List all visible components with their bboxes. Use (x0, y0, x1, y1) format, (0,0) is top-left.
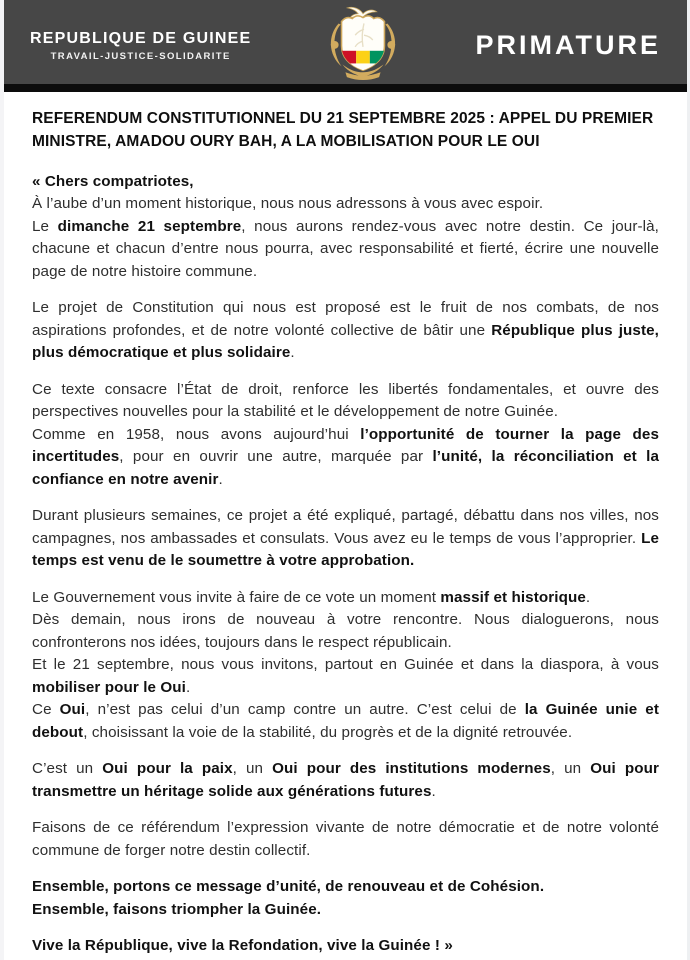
primature-title: PRIMATURE (475, 29, 661, 60)
document-content (4, 92, 687, 958)
republic-block (30, 29, 251, 63)
text-line: Comme en 1958, nous avons aujourd’hui l’opportunité de tourner la page des incertitudes, pour en ouvrir une autre, marquée par l’unité, la réconciliation et la confiance en notre avenir. (32, 425, 660, 488)
document-title: REFERENDUM CONSTITUTIONNEL DU 21 SEPTEMBRE 2025 : APPEL DU PREMIER MINISTRE, AMADOU OURY BAH, A LA MOBILISATION POUR LE OUI (32, 110, 654, 151)
text-line: C’est un Oui pour la paix, un Oui pour des institutions modernes, un Oui pour transmettre un héritage solide aux générations futures. (32, 760, 659, 800)
republic-motto: TRAVAIL-JUSTICE-SOLIDARITE (50, 51, 231, 63)
paragraph (32, 379, 659, 492)
text-line: Le dimanche 21 septembre, nous aurons rendez-vous avec notre destin. Ce jour-là, chacune et chacun d’entre nous pourra, avec responsabilité et fierté, écrire une nouvelle page de notre histoire commune. (32, 217, 659, 280)
republic-name: REPUBLIQUE DE GUINEE (30, 30, 252, 48)
header-band (4, 0, 687, 84)
paragraph (32, 935, 659, 958)
text-line: Dès demain, nous irons de nouveau à votre rencontre. Nous dialoguerons, nous confronterons nos idées, toujours dans le respect républicain. (32, 611, 659, 651)
text-line: Ce Oui, n’est pas celui d’un camp contre un autre. C’est celui de la Guinée unie et debout, choisissant la voie de la stabilité, du progrès et de la dignité retrouvée. (32, 701, 659, 741)
text-line: Ce texte consacre l’État de droit, renforce les libertés fondamentales, et ouvre des perspectives nouvelles pour la stabilité et le développement de notre Guinée. (32, 380, 659, 420)
paragraph (32, 876, 659, 921)
text-line: Le projet de Constitution qui nous est proposé est le fruit de nos combats, de nos aspirations profondes, et de notre volonté collective de bâtir une République plus juste, plus démocratique et plus solidaire. (32, 299, 659, 361)
text-line: Ensemble, portons ce message d’unité, de renouveau et de Cohésion. (32, 878, 545, 895)
text-line: Et le 21 septembre, nous vous invitons, partout en Guinée et dans la diaspora, à vous mobiliser pour le Oui. (32, 656, 659, 696)
text-line: Faisons de ce référendum l’expression vivante de notre démocratie et de notre volonté commune de forger notre destin collectif. (32, 819, 659, 859)
paragraph (32, 171, 659, 284)
text-line: Ensemble, faisons triompher la Guinée. (32, 900, 322, 918)
paragraph (32, 758, 659, 803)
text-line: Durant plusieurs semaines, ce projet a été expliqué, partagé, débattu dans nos villes, nos campagnes, nos ambassades et consulats. Vous avez eu le temps de vous l’approprier. Le temps est venu de le soumettre à votre approbation. (32, 507, 659, 569)
paragraph (32, 817, 659, 862)
text-line: À l’aube d’un moment historique, nous nous adressons à vous avec espoir. (32, 195, 544, 212)
header-separator (4, 84, 687, 92)
paragraph (32, 587, 659, 745)
text-line: « Chers compatriotes, (32, 172, 194, 190)
paragraph (32, 505, 659, 573)
paragraphs (32, 171, 659, 958)
paragraph (32, 297, 659, 365)
text-line: Le Gouvernement vous invite à faire de ce vote un moment massif et historique. (32, 588, 591, 606)
text-line: Vive la République, vive la Refondation, vive la Guinée ! » (32, 937, 453, 954)
guinea-coat-of-arms-icon (317, 0, 409, 84)
